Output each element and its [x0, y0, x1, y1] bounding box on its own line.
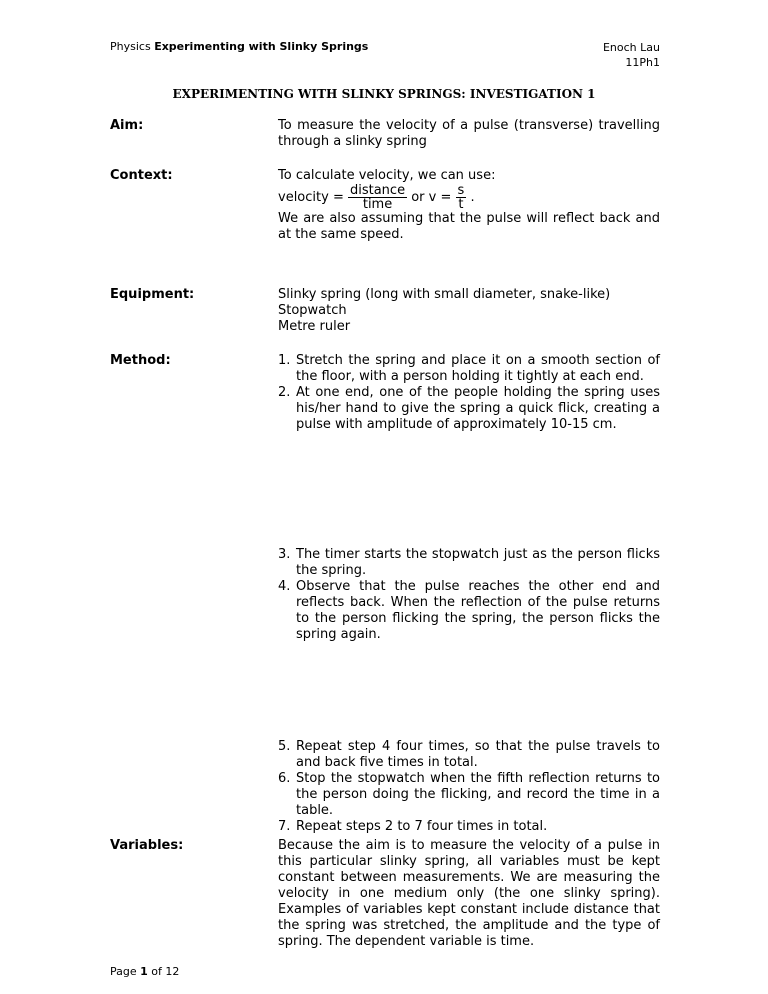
method-steps-1-2	[278, 353, 660, 433]
method-step	[278, 819, 660, 835]
fraction-distance-time	[348, 184, 407, 211]
method-step	[278, 353, 660, 385]
fraction-denominator: time	[362, 197, 393, 212]
step-number: 5.	[278, 739, 291, 754]
step-number: 4.	[278, 579, 291, 594]
step-text: Stop the stopwatch when the fifth reflection returns to the person doing the flicking, and record the time in a table.	[296, 771, 660, 818]
equipment-label: Equipment:	[110, 287, 195, 302]
aim-label: Aim:	[110, 118, 144, 133]
fraction-numerator: distance	[349, 183, 406, 198]
variables-section	[278, 838, 660, 950]
context-label: Context:	[110, 168, 173, 183]
method-step	[278, 579, 660, 643]
step-text: The timer starts the stopwatch just as the person flicks the spring.	[296, 547, 660, 578]
aim-text: To measure the velocity of a pulse (transverse) travelling through a slinky spring	[278, 118, 660, 149]
equipment-item: Metre ruler	[278, 319, 351, 334]
header-doc-title: Experimenting with Slinky Springs	[154, 40, 369, 53]
step-text: At one end, one of the people holding the spring uses his/her hand to give the spring a quick flick, creating a pulse with amplitude of approximately 10-15 cm.	[296, 385, 660, 432]
page-footer	[110, 965, 179, 978]
fraction-numerator: s	[457, 183, 465, 198]
footer-total-pages: 12	[165, 965, 180, 978]
step-text: Repeat step 4 four times, so that the pulse travels to and back five times in total.	[296, 739, 660, 770]
method-label: Method:	[110, 353, 171, 368]
method-step	[278, 385, 660, 433]
step-number: 7.	[278, 819, 291, 834]
fraction-s-t	[456, 184, 467, 211]
footer-page-number: 1	[140, 965, 148, 978]
method-steps-5-7	[278, 739, 660, 835]
step-number: 3.	[278, 547, 291, 562]
variables-label: Variables:	[110, 838, 184, 853]
step-number: 6.	[278, 771, 291, 786]
step-text: Observe that the pulse reaches the other end and reflects back. When the reflection of the pulse returns to the person flicking the spring, the person flicks the spring again.	[296, 579, 660, 642]
velocity-formula	[278, 184, 660, 211]
context-text: We are also assuming that the pulse will reflect back and at the same speed.	[278, 211, 660, 242]
formula-mid: or v =	[411, 190, 452, 205]
fraction-denominator: t	[458, 197, 464, 212]
method-step	[278, 771, 660, 819]
variables-text: Because the aim is to measure the velocity of a pulse in this particular slinky spring, all variables must be kept constant between measurements. We are measuring the velocity in one medium only (the one slinky spring). Examples of variables kept constant include distance that the spring was stretched, the amplitude and the type of spring. The dependent variable is time.	[278, 838, 660, 949]
method-step	[278, 547, 660, 579]
formula-end: .	[470, 190, 475, 205]
header-subject: Physics	[110, 40, 151, 53]
step-text: Repeat steps 2 to 7 four times in total.	[296, 819, 548, 834]
page-title: EXPERIMENTING WITH SLINKY SPRINGS: INVESTIGATION 1	[172, 87, 596, 101]
header-author: Enoch Lau	[602, 41, 660, 54]
running-header-left	[110, 40, 368, 53]
header-class: 11Ph1	[625, 56, 660, 69]
method-step	[278, 739, 660, 771]
equipment-item: Stopwatch	[278, 303, 347, 318]
formula-lhs: velocity =	[278, 190, 344, 205]
running-header-right	[603, 40, 660, 70]
step-number: 1.	[278, 353, 291, 368]
step-number: 2.	[278, 385, 291, 400]
method-steps-3-4	[278, 547, 660, 643]
aim-section	[278, 118, 660, 150]
footer-of-word: of	[151, 965, 162, 978]
equipment-section	[278, 287, 660, 335]
step-text: Stretch the spring and place it on a smooth section of the floor, with a person holding it tightly at each end.	[296, 353, 660, 384]
context-intro: To calculate velocity, we can use:	[278, 168, 496, 183]
footer-page-word: Page	[110, 965, 137, 978]
context-section	[278, 168, 660, 243]
equipment-item: Slinky spring (long with small diameter, snake-like)	[278, 287, 611, 302]
